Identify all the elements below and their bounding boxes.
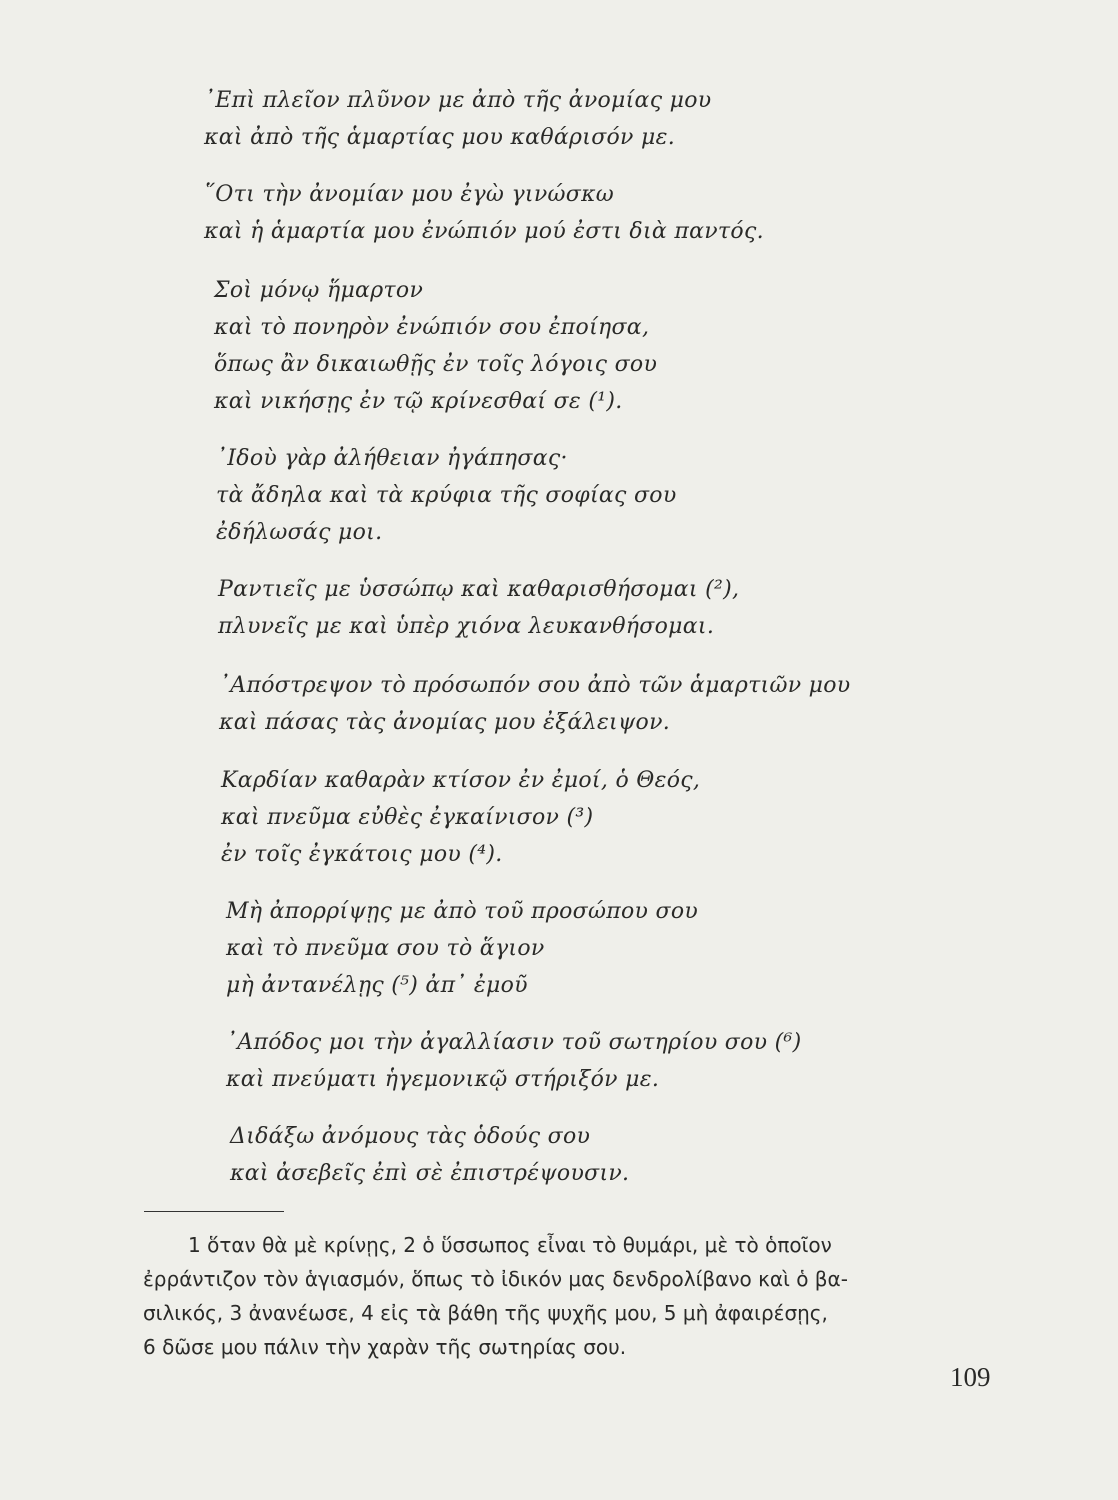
verse-line: Διδάξω ἀνόμους τὰς ὁδούς σου	[230, 1124, 591, 1149]
verse-line: καὶ τὸ πονηρὸν ἐνώπιόν σου ἐποίησα,	[214, 315, 650, 340]
footnote-line: ἐρράντιζον τὸν ἁγιασμόν, ὅπως τὸ ἰδικόν μας δενδρολίβανο καὶ ὁ βα-	[143, 1267, 848, 1291]
footnote-line: 6 δῶσε μου πάλιν τὴν χαρὰν τῆς σωτηρίας σου.	[143, 1335, 627, 1359]
stanza-6	[219, 667, 850, 741]
verse-line: ᾿Απόδος μοι τὴν ἀγαλλίασιν τοῦ σωτηρίου σου (⁶)	[226, 1030, 802, 1055]
stanza-5	[218, 571, 739, 645]
stanza-2	[204, 176, 764, 250]
verse-line: Ραντιεῖς με ὑσσώπῳ καὶ καθαρισθήσομαι (²),	[218, 577, 740, 602]
verse-line: ἐδήλωσάς μοι.	[216, 520, 383, 545]
verse-line: καὶ πάσας τὰς ἀνομίας μου ἐξάλειψον.	[219, 710, 671, 735]
verse-line: ᾿Ιδοὺ γὰρ ἀλήθειαν ἠγάπησας·	[216, 446, 568, 471]
verse-line: μὴ ἀντανέλῃς (⁵) ἀπ᾿ ἐμοῦ	[226, 973, 528, 998]
verse-line: καὶ νικήσῃς ἐν τῷ κρίνεσθαί σε (¹).	[214, 389, 623, 414]
footnote-line: σιλικός, 3 ἀνανέωσε, 4 εἰς τὰ βάθη τῆς ψυχῆς μου, 5 μὴ ἀφαιρέσῃς,	[143, 1301, 828, 1325]
verse-line: ἐν τοῖς ἐγκάτοις μου (⁴).	[221, 842, 503, 867]
footnote-divider	[144, 1211, 284, 1212]
footnote-line: 1 ὅταν θὰ μὲ κρίνῃς, 2 ὁ ὕσσωπος εἶναι τὸ θυμάρι, μὲ τὸ ὁποῖον	[188, 1233, 832, 1257]
verse-line: Σοὶ μόνῳ ἥμαρτον	[214, 278, 424, 303]
verse-line: τὰ ἄδηλα καὶ τὰ κρύφια τῆς σοφίας σου	[216, 483, 677, 508]
stanza-3	[214, 272, 657, 420]
stanza-7	[221, 762, 700, 873]
verse-line: ὅπως ἂν δικαιωθῇς ἐν τοῖς λόγοις σου	[214, 352, 658, 377]
verse-line: Μὴ ἀπορρίψῃς με ἀπὸ τοῦ προσώπου σου	[226, 899, 699, 924]
stanza-9	[226, 1024, 802, 1098]
verse-line: καὶ ἀσεβεῖς ἐπὶ σὲ ἐπιστρέψουσιν.	[230, 1161, 630, 1186]
verse-line: Καρδίαν καθαρὰν κτίσον ἐν ἐμοί, ὁ Θεός,	[221, 768, 701, 793]
stanza-4	[216, 440, 677, 551]
verse-line: καὶ πνεύματι ἡγεμονικῷ στήριξόν με.	[226, 1067, 660, 1092]
verse-line: καὶ πνεῦμα εὐθὲς ἐγκαίνισον (³)	[221, 805, 594, 830]
verse-line: ᾿Επὶ πλεῖον πλῦνον με ἀπὸ τῆς ἀνομίας μου	[204, 88, 712, 113]
verse-line: καὶ τὸ πνεῦμα σου τὸ ἅγιον	[226, 936, 545, 961]
verse-line: καὶ ἡ ἁμαρτία μου ἐνώπιόν μού ἐστι διὰ παντός.	[204, 219, 764, 244]
stanza-10	[230, 1118, 629, 1192]
stanza-1	[204, 82, 711, 156]
page-number: 109	[950, 1362, 991, 1392]
verse-line: πλυνεῖς με καὶ ὑπὲρ χιόνα λευκανθήσομαι.	[218, 614, 715, 639]
verse-line: ῞Οτι τὴν ἀνομίαν μου ἐγὼ γινώσκω	[204, 182, 615, 207]
footnote-block	[143, 1228, 1003, 1364]
verse-line: ᾿Απόστρεψον τὸ πρόσωπόν σου ἀπὸ τῶν ἁμαρτιῶν μου	[219, 673, 851, 698]
stanza-8	[226, 893, 698, 1004]
verse-line: καὶ ἀπὸ τῆς ἁμαρτίας μου καθάρισόν με.	[204, 125, 676, 150]
